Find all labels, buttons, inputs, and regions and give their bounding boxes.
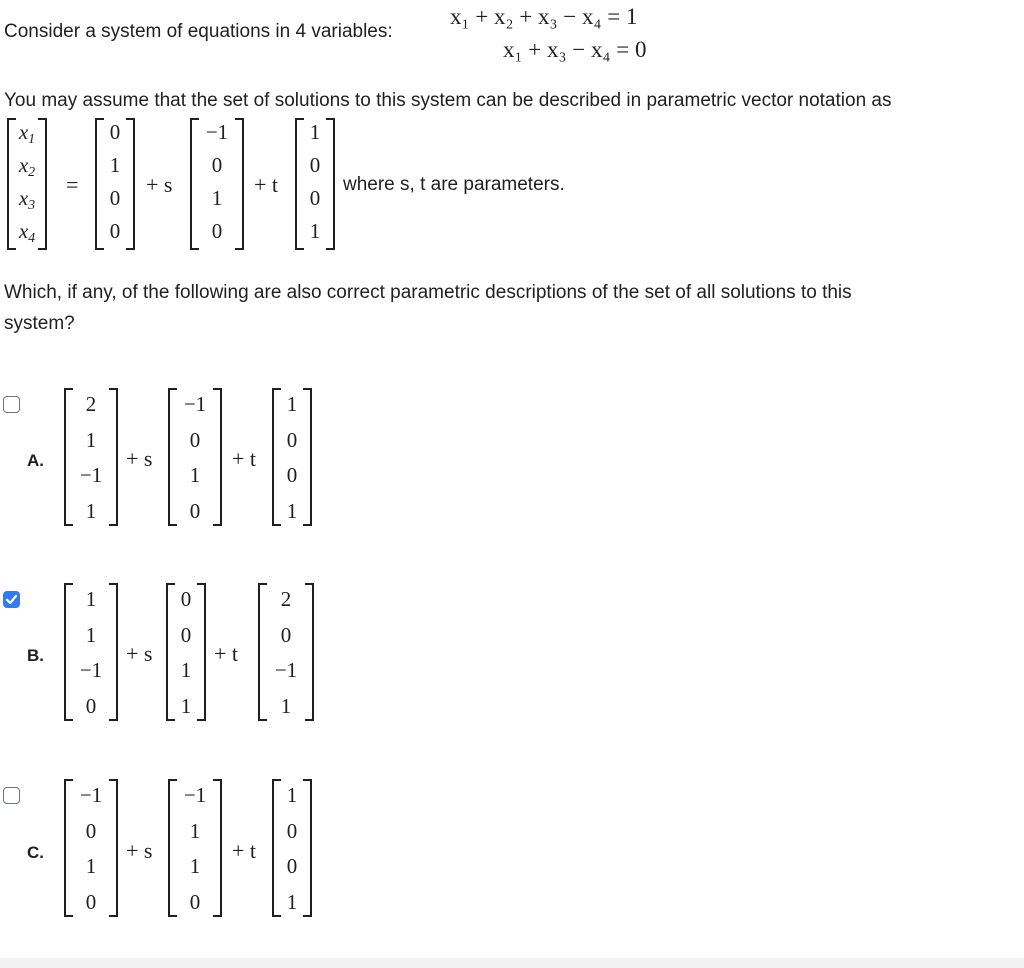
option-b-particular-vector [64,583,118,721]
vector-entry: 1 [280,694,292,718]
vector-entry: 0 [309,153,321,177]
vector-entry: −1 [205,120,229,144]
equals-sign: = [66,172,79,197]
question-line-1: Which, if any, of the following are also correct parametric descriptions of the set of all solutions to this [4,282,852,303]
plus-t: + t [232,446,257,471]
vector-entry: 0 [286,854,298,878]
option-c-t-vector [272,779,312,917]
option-b-t-vector [258,583,314,721]
equation-2: x₁ + x₃ − x₄ = 0 [503,37,647,62]
option-a-particular-vector [64,388,118,526]
vector-entry: 0 [286,463,298,487]
vector-entry: $x_2$ [18,153,36,180]
vector-entry: −1 [79,783,103,807]
option-a-checkbox[interactable] [3,396,20,413]
check-icon [5,593,18,606]
option-a-s-vector [168,388,222,526]
variable-vector [7,118,47,250]
plus-s: + s [126,838,153,863]
particular-vector [95,118,135,250]
intro-text: Consider a system of equations in 4 variables: [4,21,393,42]
vector-entry: $x_4$ [18,219,36,246]
vector-entry: $x_3$ [18,186,36,213]
vector-entry: −1 [183,783,207,807]
plus-t: + t [254,172,279,197]
vector-entry: 0 [280,623,292,647]
vector-entry: 0 [180,623,192,647]
vector-entry: 1 [180,658,192,682]
vector-entry: 0 [109,120,121,144]
vector-entry: 1 [309,219,321,243]
vector-entry: 2 [280,587,292,611]
vector-entry: 0 [189,499,201,523]
vector-entry: 0 [180,587,192,611]
vector-entry: 1 [109,153,121,177]
vector-entry: −1 [79,658,103,682]
vector-entry: 0 [85,819,97,843]
vector-entry: 1 [189,854,201,878]
parameters-note: where s, t are parameters. [343,174,565,195]
vector-entry: 0 [211,219,223,243]
vector-entry: −1 [79,463,103,487]
option-c-label: C. [27,843,44,862]
vector-entry: 1 [286,499,298,523]
vector-entry: 1 [189,819,201,843]
option-c-particular-vector [64,779,118,917]
vector-entry: 2 [85,392,97,416]
vector-entry: 1 [85,854,97,878]
s-direction-vector [190,118,244,250]
vector-entry: 1 [211,186,223,210]
assume-text: You may assume that the set of solutions to this system can be described in parametric vector notation as [4,90,892,111]
vector-entry: 1 [309,120,321,144]
vector-entry: 0 [286,428,298,452]
vector-entry: 0 [211,153,223,177]
vector-entry: 1 [85,428,97,452]
vector-entry: 1 [286,392,298,416]
option-b-checkbox[interactable] [3,591,20,608]
vector-entry: 1 [85,499,97,523]
vector-entry: 0 [109,186,121,210]
vector-entry: 0 [85,890,97,914]
vector-entry: 1 [286,783,298,807]
vector-entry: 1 [286,890,298,914]
plus-t: + t [232,838,257,863]
t-direction-vector [295,118,335,250]
vector-entry: 1 [180,694,192,718]
plus-s: + s [126,446,153,471]
plus-s: + s [146,172,173,197]
option-b-label: B. [27,646,44,665]
plus-s: + s [126,641,153,666]
page-footer-strip [0,958,1024,968]
plus-t: + t [214,641,239,666]
option-c-checkbox[interactable] [3,787,20,804]
vector-entry: 0 [85,694,97,718]
vector-entry: 0 [189,428,201,452]
option-a-t-vector [272,388,312,526]
vector-entry: −1 [274,658,298,682]
vector-entry: 1 [189,463,201,487]
vector-entry: 1 [85,587,97,611]
vector-entry: 0 [189,890,201,914]
vector-entry: −1 [183,392,207,416]
vector-entry: 1 [85,623,97,647]
vector-entry: 0 [109,219,121,243]
vector-entry: $x_1$ [18,120,36,147]
option-b-s-vector [166,583,206,721]
option-c-s-vector [168,779,222,917]
option-a-label: A. [27,451,44,470]
vector-entry: 0 [309,186,321,210]
equation-1: x₁ + x₂ + x₃ − x₄ = 1 [450,4,638,29]
vector-entry: 0 [286,819,298,843]
question-line-2: system? [4,313,75,334]
